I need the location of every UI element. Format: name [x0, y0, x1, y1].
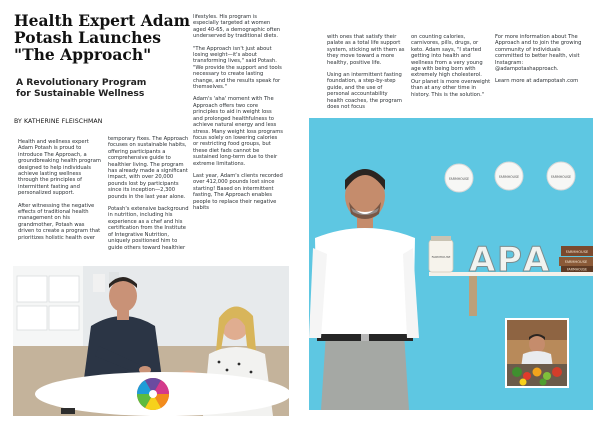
text-column-2 [108, 136, 190, 257]
paragraph: Last year, Adam's clients recorded over 412,000 pounds lost since starting! Based on intermittent fasting, The Approach enables people to replace their negative habits [193, 172, 283, 211]
decor-plates [445, 162, 575, 192]
paragraph: Potash's extensive background in nutrition, including his experience as a chef and his certification from the Institute of Integrative Nutrition, uniquely positioned him to guide others toward healthier [108, 206, 189, 251]
inset-kitchen-photo [505, 318, 569, 388]
paragraph: "The Approach isn't just about losing weight—it's about transforming lives," said Potash. "We provide the support and tools necessary to create lasting change, and the results speak for themselves." [193, 45, 282, 91]
book-label: FARMHOUSE [567, 267, 587, 272]
text-column-5 [411, 34, 492, 104]
plate-label: FARMHOUSE [551, 175, 571, 179]
text-column-3 [193, 14, 283, 217]
headline-line: Potash Launches [14, 28, 161, 47]
portrait-photo [309, 118, 593, 410]
jar-label: FARMHOUSE [431, 255, 451, 259]
article-subhead [16, 77, 186, 99]
meeting-photo [13, 266, 289, 416]
text-column-6 [495, 34, 585, 91]
paragraph: Using an intermittent fasting foundation, a step-by-step guide, and the use of personal accountability health coaches, the program does not focus [327, 72, 402, 111]
inset-illustration [507, 320, 567, 386]
paragraph: Health and wellness expert Adam Potash is proud to introduce The Approach, a groundbreaking health program designed to help individuals achieve lasting wellness through the principles of intermittent fasting and personalized support. [18, 139, 101, 197]
text-column-1 [18, 139, 102, 247]
headline-line: "The Approach" [14, 45, 152, 64]
text-column-4 [327, 34, 405, 116]
subhead-line: for Sustainable Wellness [16, 88, 145, 99]
plate-label: FARMHOUSE [499, 175, 519, 179]
paragraph: on counting calories, carnivores, pills, drugs, or keto. Adam says, "I started getting into health and wellness from a very young age with being born with extremely high cholesterol. Our planet is more overweight than at any other time in history. This is the solution." [411, 34, 491, 98]
article-headline [14, 12, 194, 63]
book-label: FARMHOUSE [564, 260, 588, 264]
plate-label: FARMHOUSE [449, 177, 469, 181]
byline: BY KATHERINE FLEISCHMAN [14, 118, 103, 125]
paragraph: lifestyles. His program is especially targeted at women aged 40-65, a demographic often underserved by traditional diets. [193, 14, 281, 40]
paragraph: Learn more at adampotash.com [495, 78, 579, 85]
paragraph: with ones that satisfy their palate as a total life support system, sticking with them as they move toward a more healthy, positive life. [327, 34, 405, 66]
sign-letter: A [469, 240, 496, 280]
sign-letter: A [523, 240, 550, 280]
paragraph: Adam's 'aha' moment with The Approach offers two core principles to aid in weight loss and prolonged healthfulness to achieve natural energy and less stress. Many weight loss programs focus solely on lowering calories or restricting food groups, but these diet fads cannot be sustained long-term due to their extreme limitations. [193, 96, 283, 167]
paragraph: After witnessing the negative effects of traditional health management on his grandmother, Potash was driven to create a program that prioritizes holistic health over [18, 202, 101, 241]
headline-line: Health Expert Adam [14, 11, 191, 30]
paragraph: For more information about The Approach and to join the growing community of individuals committed to better health, visit Instagram: @adampotashapproach. [495, 34, 582, 73]
sign-letter: P [497, 240, 522, 280]
book-label: FARMHOUSE [565, 250, 589, 254]
subhead-line: A Revolutionary Program [16, 77, 147, 88]
meeting-photo-illustration [13, 266, 289, 416]
paragraph: temporary fixes. The Approach focuses on sustainable habits, offering participants a comprehensive guide to healthier living. The program has already made a significant impact, with over 20,000 pounds lost by participants since its inception—2,300 pounds in the last year alone. [108, 136, 189, 200]
